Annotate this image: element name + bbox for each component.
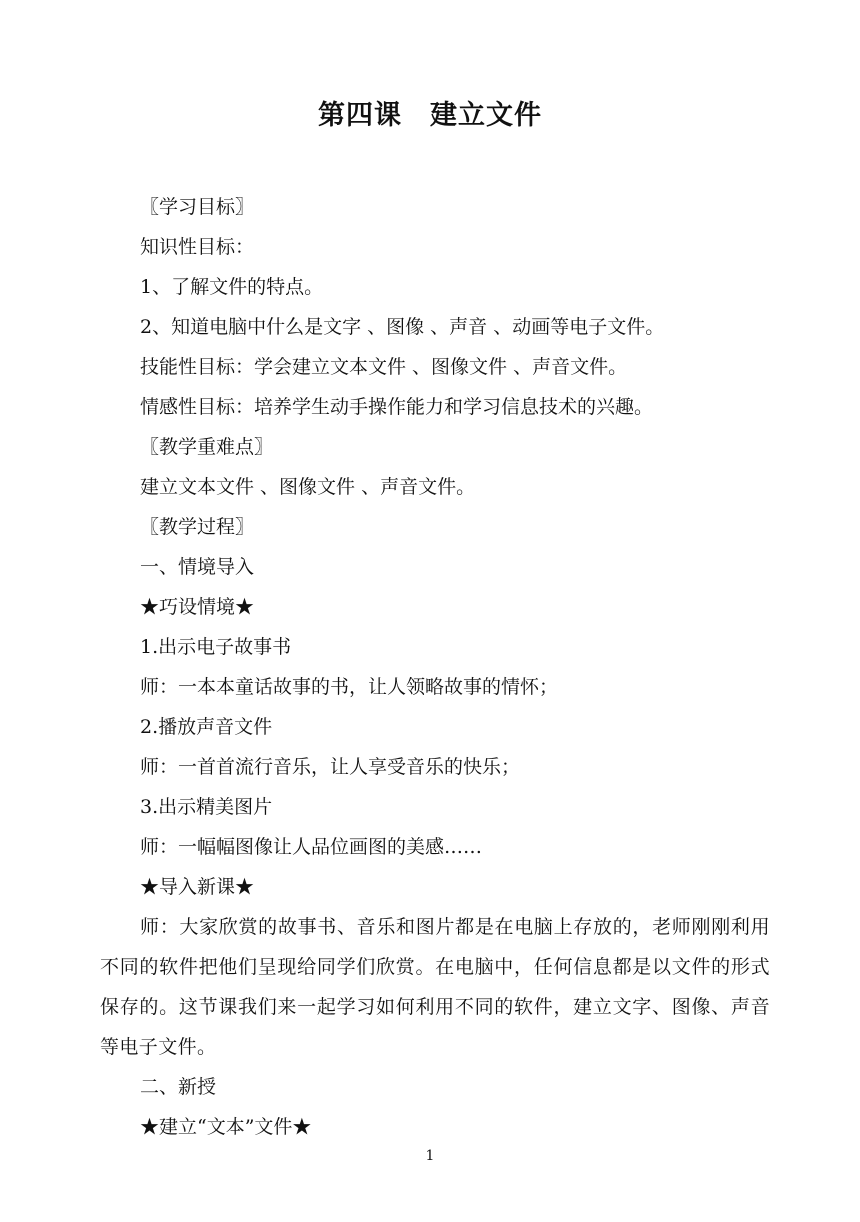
text-line: 师：一首首流行音乐，让人享受音乐的快乐； [140, 756, 521, 778]
document-body [100, 187, 770, 1147]
text-line: 师：一本本童话故事的书，让人领略故事的情怀； [140, 676, 559, 698]
text-line: 情感性目标：培养学生动手操作能力和学习信息技术的兴趣。 [140, 396, 654, 418]
section-heading-process: 〖教学过程〗 [140, 516, 255, 538]
text-line: 建立文本文件 、图像文件 、声音文件。 [140, 476, 476, 498]
text-line: 2、知道电脑中什么是文字 、图像 、声音 、动画等电子文件。 [140, 316, 665, 338]
text-line: 技能性目标：学会建立文本文件 、图像文件 、声音文件。 [140, 356, 628, 378]
text-line: 知识性目标： [140, 236, 255, 258]
page-number: 1 [425, 1148, 435, 1164]
text-line: ★巧设情境★ [140, 596, 255, 618]
text-line: 师：一幅幅图像让人品位画图的美感…… [140, 836, 483, 858]
text-line: ★建立“文本”文件★ [140, 1116, 312, 1138]
section-heading-key-points: 〖教学重难点〗 [140, 436, 274, 458]
body-paragraph: 师：大家欣赏的故事书、音乐和图片都是在电脑上存放的，老师刚刚利用不同的软件把他们呈现给同学们欣赏。在电脑中，任何信息都是以文件的形式保存的。这节课我们来一起学习如何利用不同的软件，建立文字、图像、声音等电子文件。 [100, 916, 770, 1058]
text-line: 3.出示精美图片 [140, 796, 273, 818]
section-heading-learning-goals: 〖学习目标〗 [140, 196, 255, 218]
text-line: 二、新授 [140, 1076, 217, 1098]
text-line: ★导入新课★ [140, 876, 255, 898]
text-line: 1.出示电子故事书 [140, 636, 292, 658]
text-line: 2.播放声音文件 [140, 716, 273, 738]
text-line: 1、了解文件的特点。 [140, 276, 324, 298]
text-line: 一、情境导入 [140, 556, 255, 578]
page-title: 第四课 建立文件 [318, 100, 542, 131]
